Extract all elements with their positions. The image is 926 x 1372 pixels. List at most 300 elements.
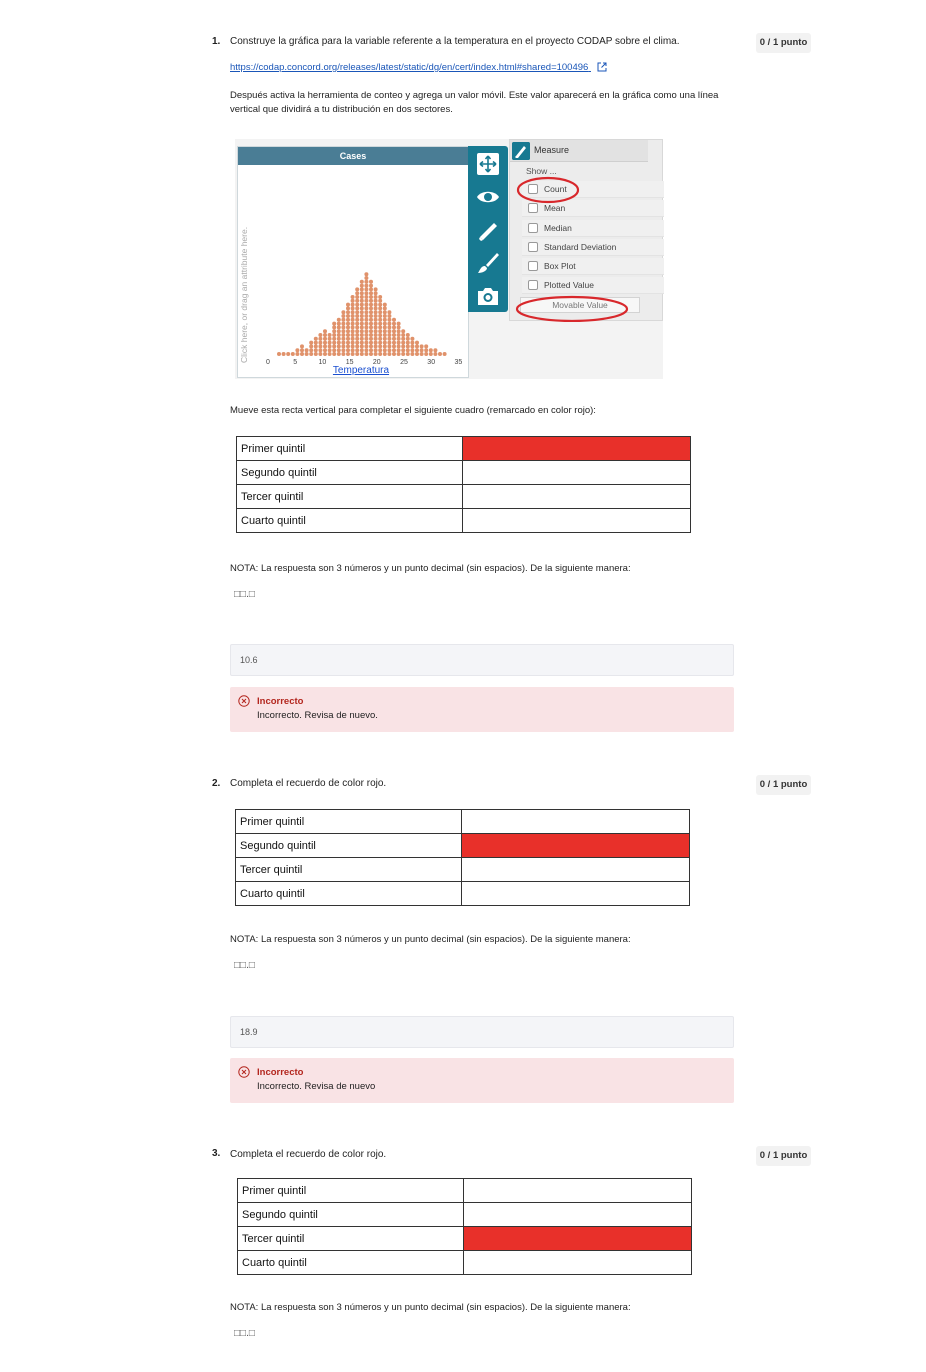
data-dot xyxy=(295,352,299,356)
data-dot xyxy=(392,337,396,341)
row-label: Segundo quintil xyxy=(236,834,462,858)
error-icon xyxy=(238,1066,250,1078)
data-dot xyxy=(364,322,368,326)
data-dot xyxy=(387,314,391,318)
format-boxes: □□.□ xyxy=(234,1328,255,1339)
data-dot xyxy=(406,344,410,348)
data-dot xyxy=(392,341,396,345)
data-dot xyxy=(323,333,327,337)
data-dot xyxy=(387,310,391,314)
data-dot xyxy=(369,348,373,352)
data-dot xyxy=(364,272,368,276)
data-dot xyxy=(360,314,364,318)
data-dot xyxy=(346,333,350,337)
codap-link-text[interactable]: https://codap.concord.org/releases/latest/static/dg/en/cert/index.html#shared=100496 xyxy=(230,62,589,73)
data-dot xyxy=(337,348,341,352)
data-dot xyxy=(300,344,304,348)
data-dot xyxy=(360,318,364,322)
checkbox[interactable] xyxy=(528,184,538,194)
data-dot xyxy=(341,318,345,322)
data-dot xyxy=(364,284,368,288)
data-dot xyxy=(374,333,378,337)
data-dot xyxy=(355,341,359,345)
option-mean[interactable] xyxy=(522,200,664,217)
data-dot xyxy=(323,337,327,341)
data-dot xyxy=(387,337,391,341)
data-dot xyxy=(369,325,373,329)
data-dot xyxy=(364,333,368,337)
option-plotted-value[interactable] xyxy=(522,277,664,294)
data-dot xyxy=(397,341,401,345)
data-dot xyxy=(346,341,350,345)
data-dot xyxy=(443,352,447,356)
data-dot xyxy=(383,303,387,307)
data-dot xyxy=(378,348,382,352)
eye-icon[interactable] xyxy=(475,184,501,210)
data-dot xyxy=(392,333,396,337)
answer-input[interactable]: 18.9 xyxy=(230,1016,734,1048)
data-dot xyxy=(305,352,309,356)
data-dot xyxy=(318,344,322,348)
data-dot xyxy=(369,318,373,322)
instructions-text: Después activa la herramienta de conteo y agrega un valor móvil. Este valor aparecerá en la gráfica como una línea vertical que dividirá a tu distribución en dos sectores. xyxy=(230,90,719,115)
data-dot xyxy=(424,344,428,348)
data-dot xyxy=(332,333,336,337)
data-dot xyxy=(378,314,382,318)
data-dot xyxy=(341,352,345,356)
data-dot xyxy=(332,348,336,352)
option-label: Mean xyxy=(544,203,566,213)
data-dot xyxy=(378,303,382,307)
row-label: Primer quintil xyxy=(237,437,463,461)
data-dot xyxy=(383,341,387,345)
data-dot xyxy=(351,325,355,329)
data-dot xyxy=(318,348,322,352)
data-dot xyxy=(341,341,345,345)
data-dot xyxy=(383,318,387,322)
data-dot xyxy=(369,310,373,314)
question-number: 1. xyxy=(212,36,221,47)
option-label: Standard Deviation xyxy=(544,242,617,252)
data-dot xyxy=(364,344,368,348)
data-dot xyxy=(360,344,364,348)
data-dot xyxy=(378,341,382,345)
question-number: 3. xyxy=(212,1148,221,1159)
data-dot xyxy=(401,344,405,348)
data-dot xyxy=(355,303,359,307)
data-dot xyxy=(332,344,336,348)
data-dot xyxy=(364,337,368,341)
data-dot xyxy=(355,344,359,348)
data-dot xyxy=(351,310,355,314)
data-dot xyxy=(374,344,378,348)
data-dot xyxy=(305,348,309,352)
measure-panel-header xyxy=(510,140,648,162)
data-dot xyxy=(364,329,368,333)
data-dot xyxy=(378,325,382,329)
data-dot xyxy=(341,333,345,337)
data-dot xyxy=(415,348,419,352)
data-dot xyxy=(364,291,368,295)
data-dot xyxy=(369,291,373,295)
quintile-table xyxy=(236,436,691,533)
data-dot xyxy=(383,325,387,329)
highlighted-cell xyxy=(463,437,691,461)
data-dot xyxy=(309,352,313,356)
data-dot xyxy=(364,314,368,318)
data-dot xyxy=(360,325,364,329)
feedback-title: Incorrecto xyxy=(257,1067,304,1078)
data-dot xyxy=(337,318,341,322)
format-boxes: □□.□ xyxy=(234,960,255,971)
feedback-box xyxy=(230,687,734,732)
row-label: Cuarto quintil xyxy=(237,509,463,533)
codap-toolbar xyxy=(468,146,508,312)
data-dot xyxy=(364,280,368,284)
value-cell xyxy=(464,1179,692,1203)
option-count[interactable] xyxy=(522,181,664,198)
data-dot xyxy=(378,299,382,303)
data-dot xyxy=(374,325,378,329)
data-dot xyxy=(328,337,332,341)
data-dot xyxy=(351,306,355,310)
points-badge: 0 / 1 punto xyxy=(756,1146,811,1166)
data-dot xyxy=(355,310,359,314)
data-dot xyxy=(369,344,373,348)
data-dot xyxy=(364,276,368,280)
scale-icon[interactable] xyxy=(475,151,501,177)
data-dot xyxy=(401,333,405,337)
row-label: Segundo quintil xyxy=(238,1203,464,1227)
data-dot xyxy=(351,341,355,345)
data-dot xyxy=(351,299,355,303)
data-dot xyxy=(314,344,318,348)
data-dot xyxy=(341,348,345,352)
data-dot xyxy=(337,325,341,329)
x-tick-label: 35 xyxy=(454,359,463,366)
row-label: Cuarto quintil xyxy=(236,882,462,906)
data-dot xyxy=(383,310,387,314)
data-dot xyxy=(378,306,382,310)
highlighted-cell xyxy=(464,1227,692,1251)
data-dot xyxy=(341,337,345,341)
data-dot xyxy=(337,337,341,341)
data-dot xyxy=(415,352,419,356)
data-dot xyxy=(410,344,414,348)
ruler-icon[interactable] xyxy=(475,217,501,243)
table-intro: Mueve esta recta vertical para completar el siguiente cuadro (remarcado en color rojo): xyxy=(230,405,596,416)
data-dot xyxy=(392,344,396,348)
data-dot xyxy=(364,352,368,356)
data-dot xyxy=(378,352,382,356)
data-dot xyxy=(383,322,387,326)
answer-input[interactable]: 10.6 xyxy=(230,644,734,676)
x-tick-label: 5 xyxy=(293,359,298,366)
data-dot xyxy=(364,341,368,345)
row-label: Primer quintil xyxy=(238,1179,464,1203)
data-dot xyxy=(364,287,368,291)
data-dot xyxy=(429,348,433,352)
quintile-table xyxy=(237,1178,692,1275)
data-dot xyxy=(346,318,350,322)
data-dot xyxy=(332,337,336,341)
data-dot xyxy=(332,329,336,333)
feedback-body: Incorrecto. Revisa de nuevo xyxy=(257,1081,376,1092)
x-tick-label: 15 xyxy=(345,359,354,366)
data-dot xyxy=(401,341,405,345)
checkbox[interactable] xyxy=(528,242,538,252)
data-dot xyxy=(406,352,410,356)
table-row xyxy=(237,437,691,461)
data-dot xyxy=(397,348,401,352)
data-dot xyxy=(410,337,414,341)
data-dot xyxy=(332,352,336,356)
data-dot xyxy=(383,337,387,341)
data-dot xyxy=(397,329,401,333)
data-dot xyxy=(355,299,359,303)
data-dot xyxy=(351,352,355,356)
data-dot xyxy=(364,299,368,303)
data-dot xyxy=(346,348,350,352)
data-dot xyxy=(369,295,373,299)
data-dot xyxy=(364,318,368,322)
x-tick-label: 25 xyxy=(400,359,408,366)
data-dot xyxy=(378,318,382,322)
data-dot xyxy=(318,333,322,337)
x-axis-label: Temperatura xyxy=(332,365,390,376)
data-dot xyxy=(415,344,419,348)
option-median[interactable] xyxy=(522,220,664,237)
data-dot xyxy=(360,333,364,337)
data-dot xyxy=(374,322,378,326)
data-dot xyxy=(360,291,364,295)
data-dot xyxy=(309,341,313,345)
data-dot xyxy=(341,329,345,333)
data-dot xyxy=(397,325,401,329)
data-dot xyxy=(351,333,355,337)
codap-link[interactable] xyxy=(230,62,607,73)
data-dot xyxy=(378,329,382,333)
checkbox[interactable] xyxy=(528,280,538,290)
data-dot xyxy=(355,325,359,329)
data-dot xyxy=(364,348,368,352)
row-label: Tercer quintil xyxy=(238,1227,464,1251)
data-dot xyxy=(369,306,373,310)
data-dot xyxy=(286,352,290,356)
data-dot xyxy=(369,352,373,356)
data-dot xyxy=(397,337,401,341)
data-dot xyxy=(341,322,345,326)
data-dot xyxy=(392,348,396,352)
data-dot xyxy=(318,352,322,356)
x-tick-label: 0 xyxy=(266,359,270,366)
codap-figure xyxy=(235,139,663,379)
data-dot xyxy=(410,352,414,356)
x-tick-label: 20 xyxy=(372,359,381,366)
data-dot xyxy=(346,306,350,310)
data-dot xyxy=(332,341,336,345)
checkbox[interactable] xyxy=(528,223,538,233)
data-dot xyxy=(360,322,364,326)
data-dot xyxy=(369,322,373,326)
data-dot xyxy=(351,322,355,326)
feedback-box xyxy=(230,1058,734,1103)
row-label: Cuarto quintil xyxy=(238,1251,464,1275)
value-cell xyxy=(464,1251,692,1275)
x-tick-label: 30 xyxy=(427,359,436,366)
data-dot xyxy=(341,325,345,329)
table-row xyxy=(236,858,690,882)
data-dot xyxy=(378,337,382,341)
points-badge: 0 / 1 punto xyxy=(756,775,811,795)
feedback-body: Incorrecto. Revisa de nuevo. xyxy=(257,710,378,721)
show-label: Show ... xyxy=(526,166,557,176)
data-dot xyxy=(355,348,359,352)
data-dot xyxy=(424,352,428,356)
data-dot xyxy=(360,310,364,314)
data-dot xyxy=(401,348,405,352)
data-dot xyxy=(374,306,378,310)
data-dot xyxy=(387,325,391,329)
data-dot xyxy=(374,303,378,307)
data-dot xyxy=(378,344,382,348)
data-dot xyxy=(397,322,401,326)
data-dot xyxy=(355,329,359,333)
value-cell xyxy=(463,485,691,509)
data-dot xyxy=(332,325,336,329)
data-dot xyxy=(392,329,396,333)
data-dot xyxy=(424,348,428,352)
value-cell xyxy=(464,1203,692,1227)
data-dot xyxy=(346,325,350,329)
data-dot xyxy=(346,303,350,307)
data-dot xyxy=(378,310,382,314)
data-dot xyxy=(346,337,350,341)
table-row xyxy=(238,1227,692,1251)
quintile-table xyxy=(235,809,690,906)
option-box-plot[interactable] xyxy=(522,258,664,275)
data-dot xyxy=(369,337,373,341)
checkbox[interactable] xyxy=(528,261,538,271)
data-dot xyxy=(360,352,364,356)
y-axis-placeholder: Click here, or drag an attribute here. xyxy=(239,226,249,363)
data-dot xyxy=(332,322,336,326)
data-dot xyxy=(318,341,322,345)
data-dot xyxy=(355,352,359,356)
data-dot xyxy=(401,352,405,356)
data-dot xyxy=(346,352,350,356)
movable-value-button[interactable]: Movable Value xyxy=(520,297,640,313)
value-cell xyxy=(462,882,690,906)
data-dot xyxy=(374,318,378,322)
data-dot xyxy=(387,322,391,326)
data-dot xyxy=(429,352,433,356)
dots-group xyxy=(277,272,447,356)
pencil-icon xyxy=(512,142,530,160)
data-dot xyxy=(406,341,410,345)
table-row xyxy=(236,834,690,858)
question-prompt: Construye la gráfica para la variable referente a la temperatura en el proyecto CODAP sobre el clima. xyxy=(230,36,680,47)
table-row xyxy=(238,1251,692,1275)
data-dot xyxy=(314,337,318,341)
data-dot xyxy=(341,314,345,318)
data-dot xyxy=(383,333,387,337)
data-dot xyxy=(323,348,327,352)
measure-panel xyxy=(509,139,663,321)
data-dot xyxy=(337,341,341,345)
data-dot xyxy=(387,344,391,348)
data-dot xyxy=(364,325,368,329)
table-row xyxy=(236,810,690,834)
row-label: Primer quintil xyxy=(236,810,462,834)
data-dot xyxy=(351,344,355,348)
data-dot xyxy=(328,348,332,352)
data-dot xyxy=(360,306,364,310)
question-number: 2. xyxy=(212,778,221,789)
data-dot xyxy=(346,344,350,348)
data-dot xyxy=(360,299,364,303)
data-dot xyxy=(328,341,332,345)
camera-icon[interactable] xyxy=(475,283,501,309)
data-dot xyxy=(374,291,378,295)
table-row xyxy=(238,1179,692,1203)
data-dot xyxy=(374,299,378,303)
data-dot xyxy=(309,348,313,352)
highlighted-cell xyxy=(462,834,690,858)
data-dot xyxy=(397,344,401,348)
data-dot xyxy=(346,322,350,326)
data-dot xyxy=(406,337,410,341)
data-dot xyxy=(360,303,364,307)
format-boxes: □□.□ xyxy=(234,589,255,600)
data-dot xyxy=(355,314,359,318)
option-standard-deviation[interactable] xyxy=(522,239,664,256)
data-dot xyxy=(346,314,350,318)
data-dot xyxy=(328,352,332,356)
data-dot xyxy=(364,310,368,314)
measure-panel-title: Measure xyxy=(534,145,570,155)
data-dot xyxy=(374,341,378,345)
data-dot xyxy=(355,333,359,337)
data-dot xyxy=(337,333,341,337)
row-label: Tercer quintil xyxy=(237,485,463,509)
data-dot xyxy=(282,352,286,356)
data-dot xyxy=(355,295,359,299)
data-dot xyxy=(314,352,318,356)
checkbox[interactable] xyxy=(528,203,538,213)
data-dot xyxy=(337,322,341,326)
table-row xyxy=(237,461,691,485)
table-row xyxy=(236,882,690,906)
data-dot xyxy=(360,341,364,345)
data-dot xyxy=(341,310,345,314)
data-dot xyxy=(360,295,364,299)
data-dot xyxy=(360,348,364,352)
data-dot xyxy=(374,287,378,291)
data-dot xyxy=(420,348,424,352)
option-label: Median xyxy=(544,223,572,233)
data-dot xyxy=(355,337,359,341)
data-dot xyxy=(369,284,373,288)
data-dot xyxy=(351,295,355,299)
data-dot xyxy=(328,344,332,348)
data-dot xyxy=(355,287,359,291)
data-dot xyxy=(378,333,382,337)
data-dot xyxy=(374,329,378,333)
data-dot xyxy=(277,352,281,356)
table-row xyxy=(237,509,691,533)
brush-icon[interactable] xyxy=(475,250,501,276)
